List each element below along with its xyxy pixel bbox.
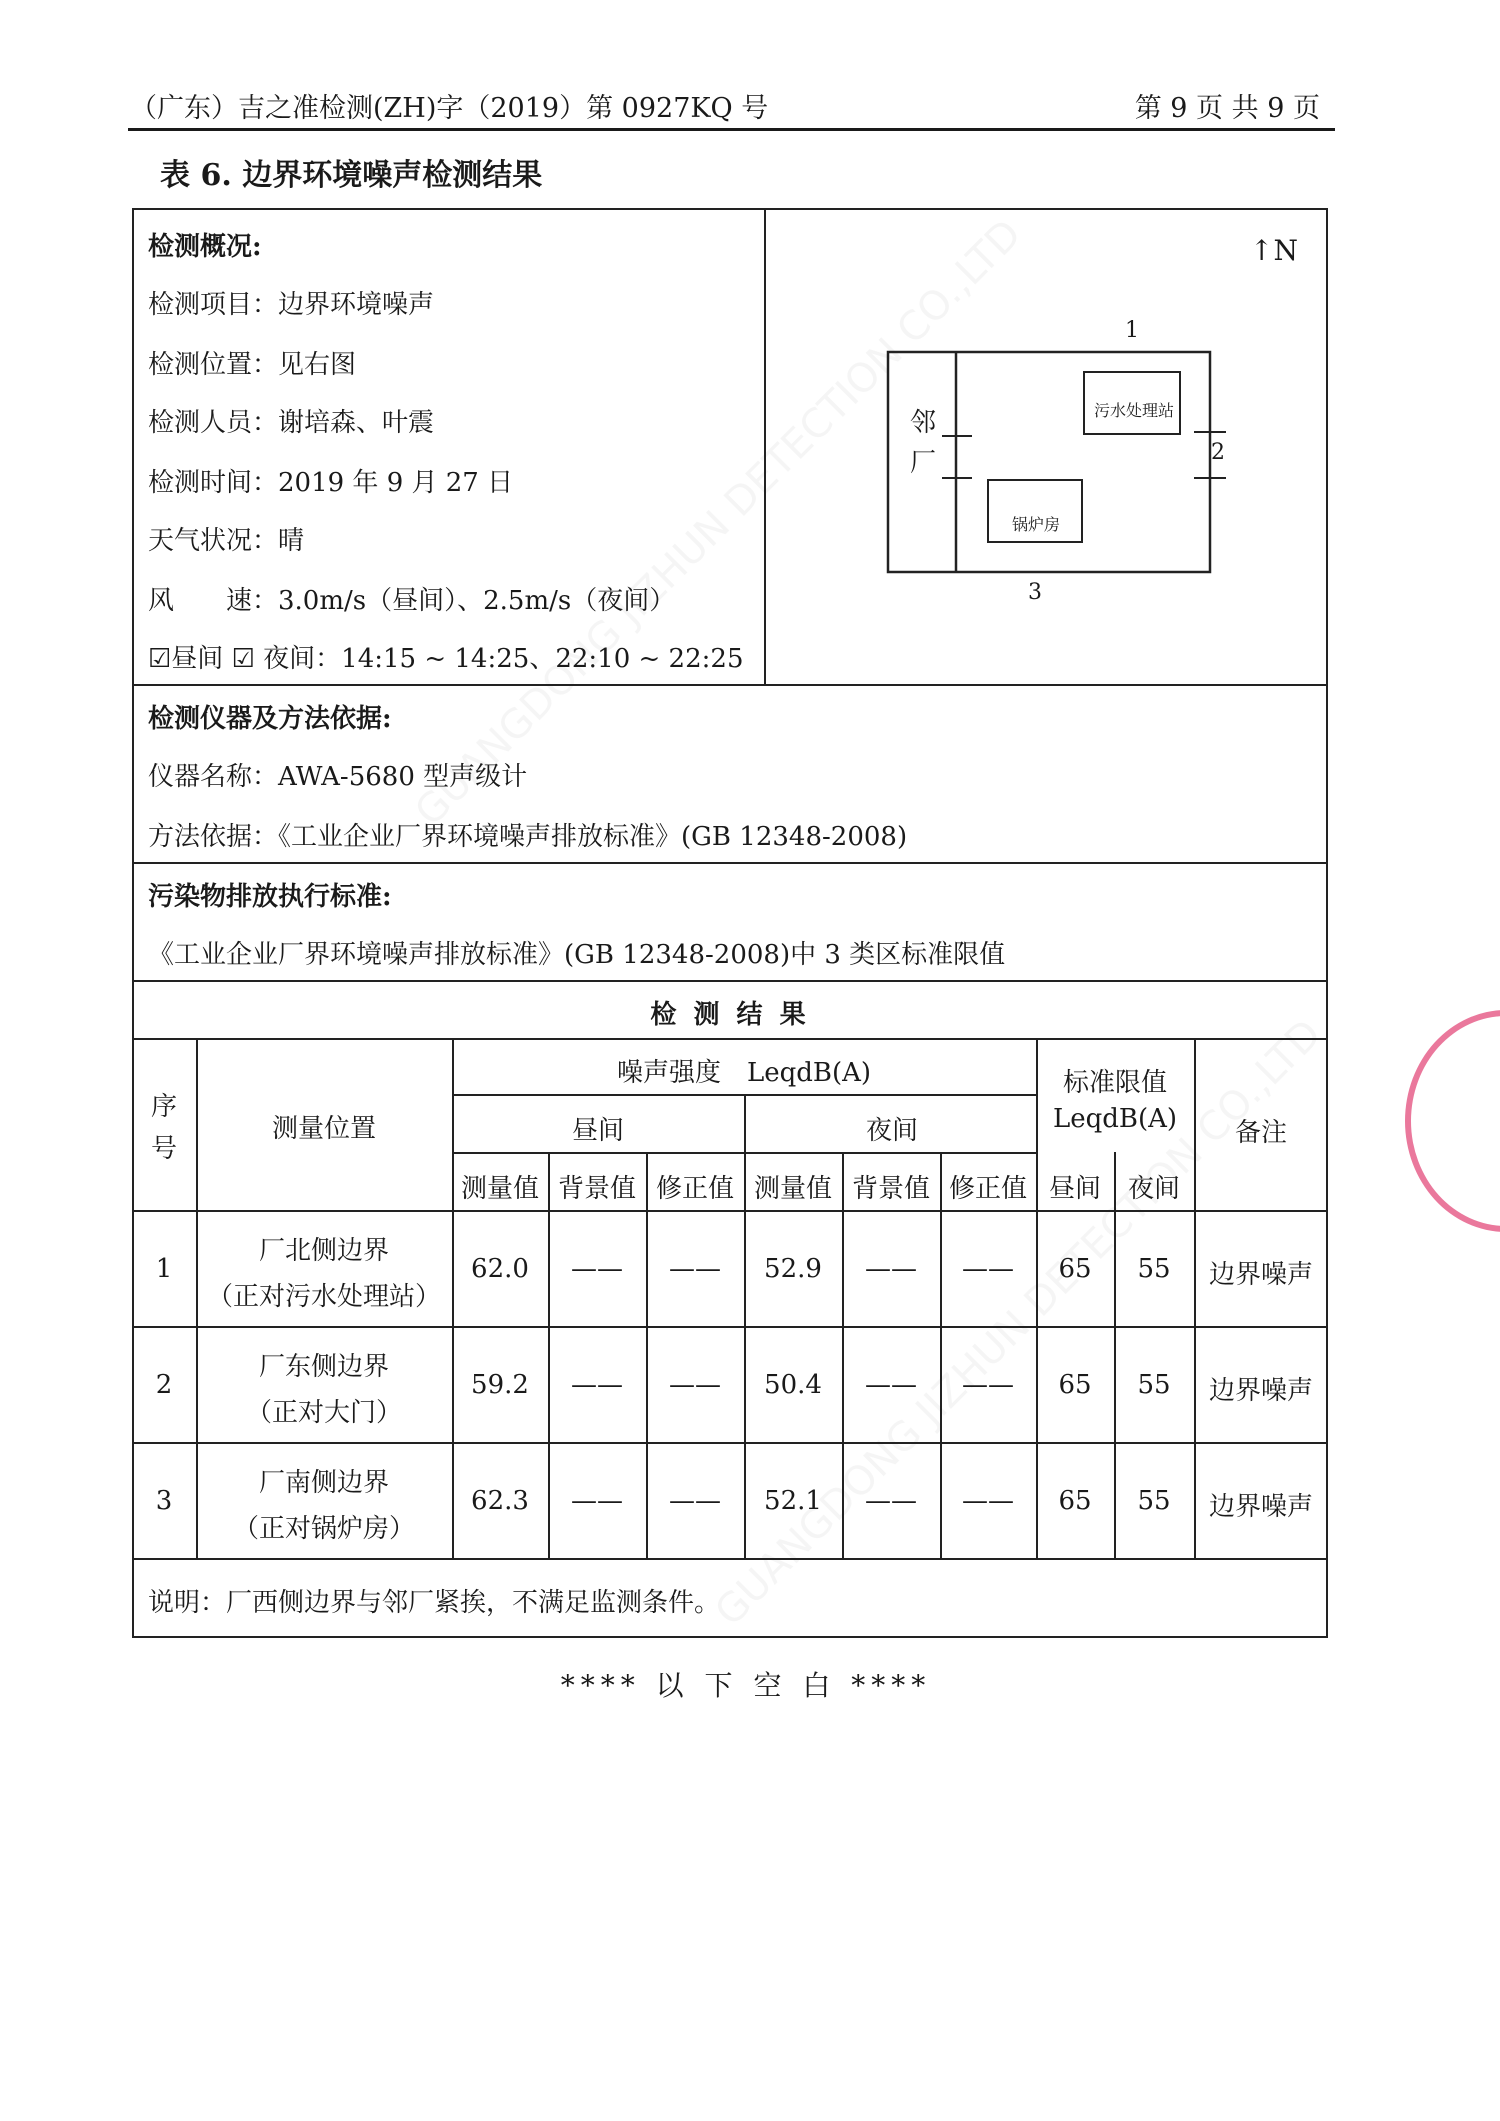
results-note: 说明：厂西侧边界与邻厂紧挨，不满足监测条件。 xyxy=(148,1588,721,1618)
divider-4 xyxy=(132,1038,1328,1040)
night-corrected: —— xyxy=(962,1370,1014,1400)
day-corrected: —— xyxy=(669,1370,721,1400)
north-arrow-icon: ↑N xyxy=(1250,234,1298,267)
night-measured: 50.4 xyxy=(764,1370,822,1400)
test-location: 检测位置：见右图 xyxy=(148,350,357,380)
sub-limit-day: 昼间 xyxy=(1048,1174,1102,1204)
divider-1 xyxy=(132,684,1328,686)
row-no: 2 xyxy=(155,1370,173,1400)
night-background: —— xyxy=(865,1254,917,1284)
test-time: ☑昼间 ☑ 夜间：14:15 ~ 14:25、22:10 ~ 22:25 xyxy=(148,644,744,674)
col-noise: 噪声强度 LeqdB(A) xyxy=(616,1058,872,1088)
limit-day: 65 xyxy=(1058,1370,1092,1400)
table-title: 表 6. 边界环境噪声检测结果 xyxy=(160,158,543,193)
grid-line xyxy=(842,1152,844,1558)
point-2-label: 2 xyxy=(1211,440,1225,465)
point-1-label: 1 xyxy=(1125,318,1139,343)
standard-text: 《工业企业厂界环境噪声排放标准》(GB 12348-2008)中 3 类区标准限值 xyxy=(148,940,1006,970)
neighbor-plant-label-2: 厂 xyxy=(910,448,937,478)
day-corrected: —— xyxy=(669,1486,721,1516)
instrument-name: 仪器名称：AWA-5680 型声级计 xyxy=(148,762,528,792)
page-info: 第 9 页 共 9 页 xyxy=(1134,93,1320,124)
grid-line xyxy=(1036,1038,1038,1558)
col-day: 昼间 xyxy=(571,1116,625,1146)
standard-heading: 污染物排放执行标准: xyxy=(148,882,392,912)
divider-3 xyxy=(132,980,1328,982)
grid-line xyxy=(452,1038,454,1558)
row-position: 厂南侧边界 xyxy=(258,1468,390,1498)
row-position: 厂东侧边界 xyxy=(258,1352,390,1382)
limit-night: 55 xyxy=(1137,1486,1171,1516)
day-background: —— xyxy=(571,1370,623,1400)
night-measured: 52.9 xyxy=(764,1254,822,1284)
col-position: 测量位置 xyxy=(271,1114,377,1144)
neighbor-plant-label-1: 邻 xyxy=(910,408,937,438)
point-3-label: 3 xyxy=(1028,580,1042,605)
grid-line xyxy=(132,1558,1328,1560)
grid-line xyxy=(132,1210,1328,1212)
col-remark: 备注 xyxy=(1234,1118,1288,1148)
grid-line xyxy=(940,1152,942,1558)
sub-limit-night: 夜间 xyxy=(1127,1174,1181,1204)
row-position: 厂北侧边界 xyxy=(258,1236,390,1266)
remark: 边界噪声 xyxy=(1208,1492,1314,1522)
limit-day: 65 xyxy=(1058,1254,1092,1284)
row-no: 3 xyxy=(155,1486,173,1516)
overview-heading: 检测概况: xyxy=(148,232,262,262)
night-measured: 52.1 xyxy=(764,1486,822,1516)
document-number: （广东）吉之准检测(ZH)字（2019）第 0927KQ 号 xyxy=(130,93,769,124)
limit-day: 65 xyxy=(1058,1486,1092,1516)
sub-measured-day: 测量值 xyxy=(460,1174,540,1204)
row-no: 1 xyxy=(155,1254,173,1284)
grid-line xyxy=(132,1326,1328,1328)
sub-background-night: 背景值 xyxy=(851,1174,931,1204)
row-position-detail: （正对锅炉房） xyxy=(232,1514,416,1544)
night-background: —— xyxy=(865,1370,917,1400)
col-limit-2: LeqdB(A) xyxy=(1052,1104,1178,1134)
sewage-station-label: 污水处理站 xyxy=(1094,401,1175,420)
limit-night: 55 xyxy=(1137,1370,1171,1400)
seal-stamp xyxy=(1405,1010,1500,1232)
day-measured: 59.2 xyxy=(471,1370,529,1400)
col-limit-1: 标准限值 xyxy=(1062,1068,1168,1098)
test-date: 检测时间：2019 年 9 月 27 日 xyxy=(148,468,514,498)
grid-line xyxy=(744,1094,746,1558)
instrument-heading: 检测仪器及方法依据: xyxy=(148,704,392,734)
grid-line xyxy=(1194,1038,1196,1558)
remark: 边界噪声 xyxy=(1208,1376,1314,1406)
wind-speed: 风 速：3.0m/s（昼间）、2.5m/s（夜间） xyxy=(148,586,676,616)
test-item: 检测项目：边界环境噪声 xyxy=(148,290,435,320)
row-position-detail: （正对大门） xyxy=(245,1398,403,1428)
night-corrected: —— xyxy=(962,1254,1014,1284)
grid-line xyxy=(196,1038,198,1558)
col-no-1: 序 xyxy=(150,1092,178,1122)
limit-night: 55 xyxy=(1137,1254,1171,1284)
remark: 边界噪声 xyxy=(1208,1260,1314,1290)
header-divider xyxy=(128,128,1335,131)
sub-corrected-day: 修正值 xyxy=(655,1174,735,1204)
col-no-2: 号 xyxy=(150,1134,178,1164)
day-corrected: —— xyxy=(669,1254,721,1284)
grid-line xyxy=(1114,1152,1116,1558)
night-background: —— xyxy=(865,1486,917,1516)
plant-boundary xyxy=(888,352,1210,572)
weather: 天气状况：晴 xyxy=(148,526,305,556)
grid-line xyxy=(548,1152,550,1558)
sub-measured-night: 测量值 xyxy=(753,1174,833,1204)
day-measured: 62.0 xyxy=(471,1254,529,1284)
divider-2 xyxy=(132,862,1328,864)
test-staff: 检测人员：谢培森、叶震 xyxy=(148,408,435,438)
results-heading: 检 测 结 果 xyxy=(650,1000,810,1030)
method-basis: 方法依据：《工业企业厂界环境噪声排放标准》(GB 12348-2008) xyxy=(148,822,908,852)
night-corrected: —— xyxy=(962,1486,1014,1516)
row-position-detail: （正对污水处理站） xyxy=(206,1282,442,1312)
day-background: —— xyxy=(571,1486,623,1516)
boiler-room-label: 锅炉房 xyxy=(1012,515,1061,534)
site-diagram xyxy=(766,210,1324,682)
sub-corrected-night: 修正值 xyxy=(948,1174,1028,1204)
day-measured: 62.3 xyxy=(471,1486,529,1516)
col-night: 夜间 xyxy=(865,1116,919,1146)
grid-line xyxy=(646,1152,648,1558)
blank-below-footer: **** 以 下 空 白 **** xyxy=(560,1669,932,1702)
sub-background-day: 背景值 xyxy=(557,1174,637,1204)
grid-line xyxy=(132,1442,1328,1444)
day-background: —— xyxy=(571,1254,623,1284)
